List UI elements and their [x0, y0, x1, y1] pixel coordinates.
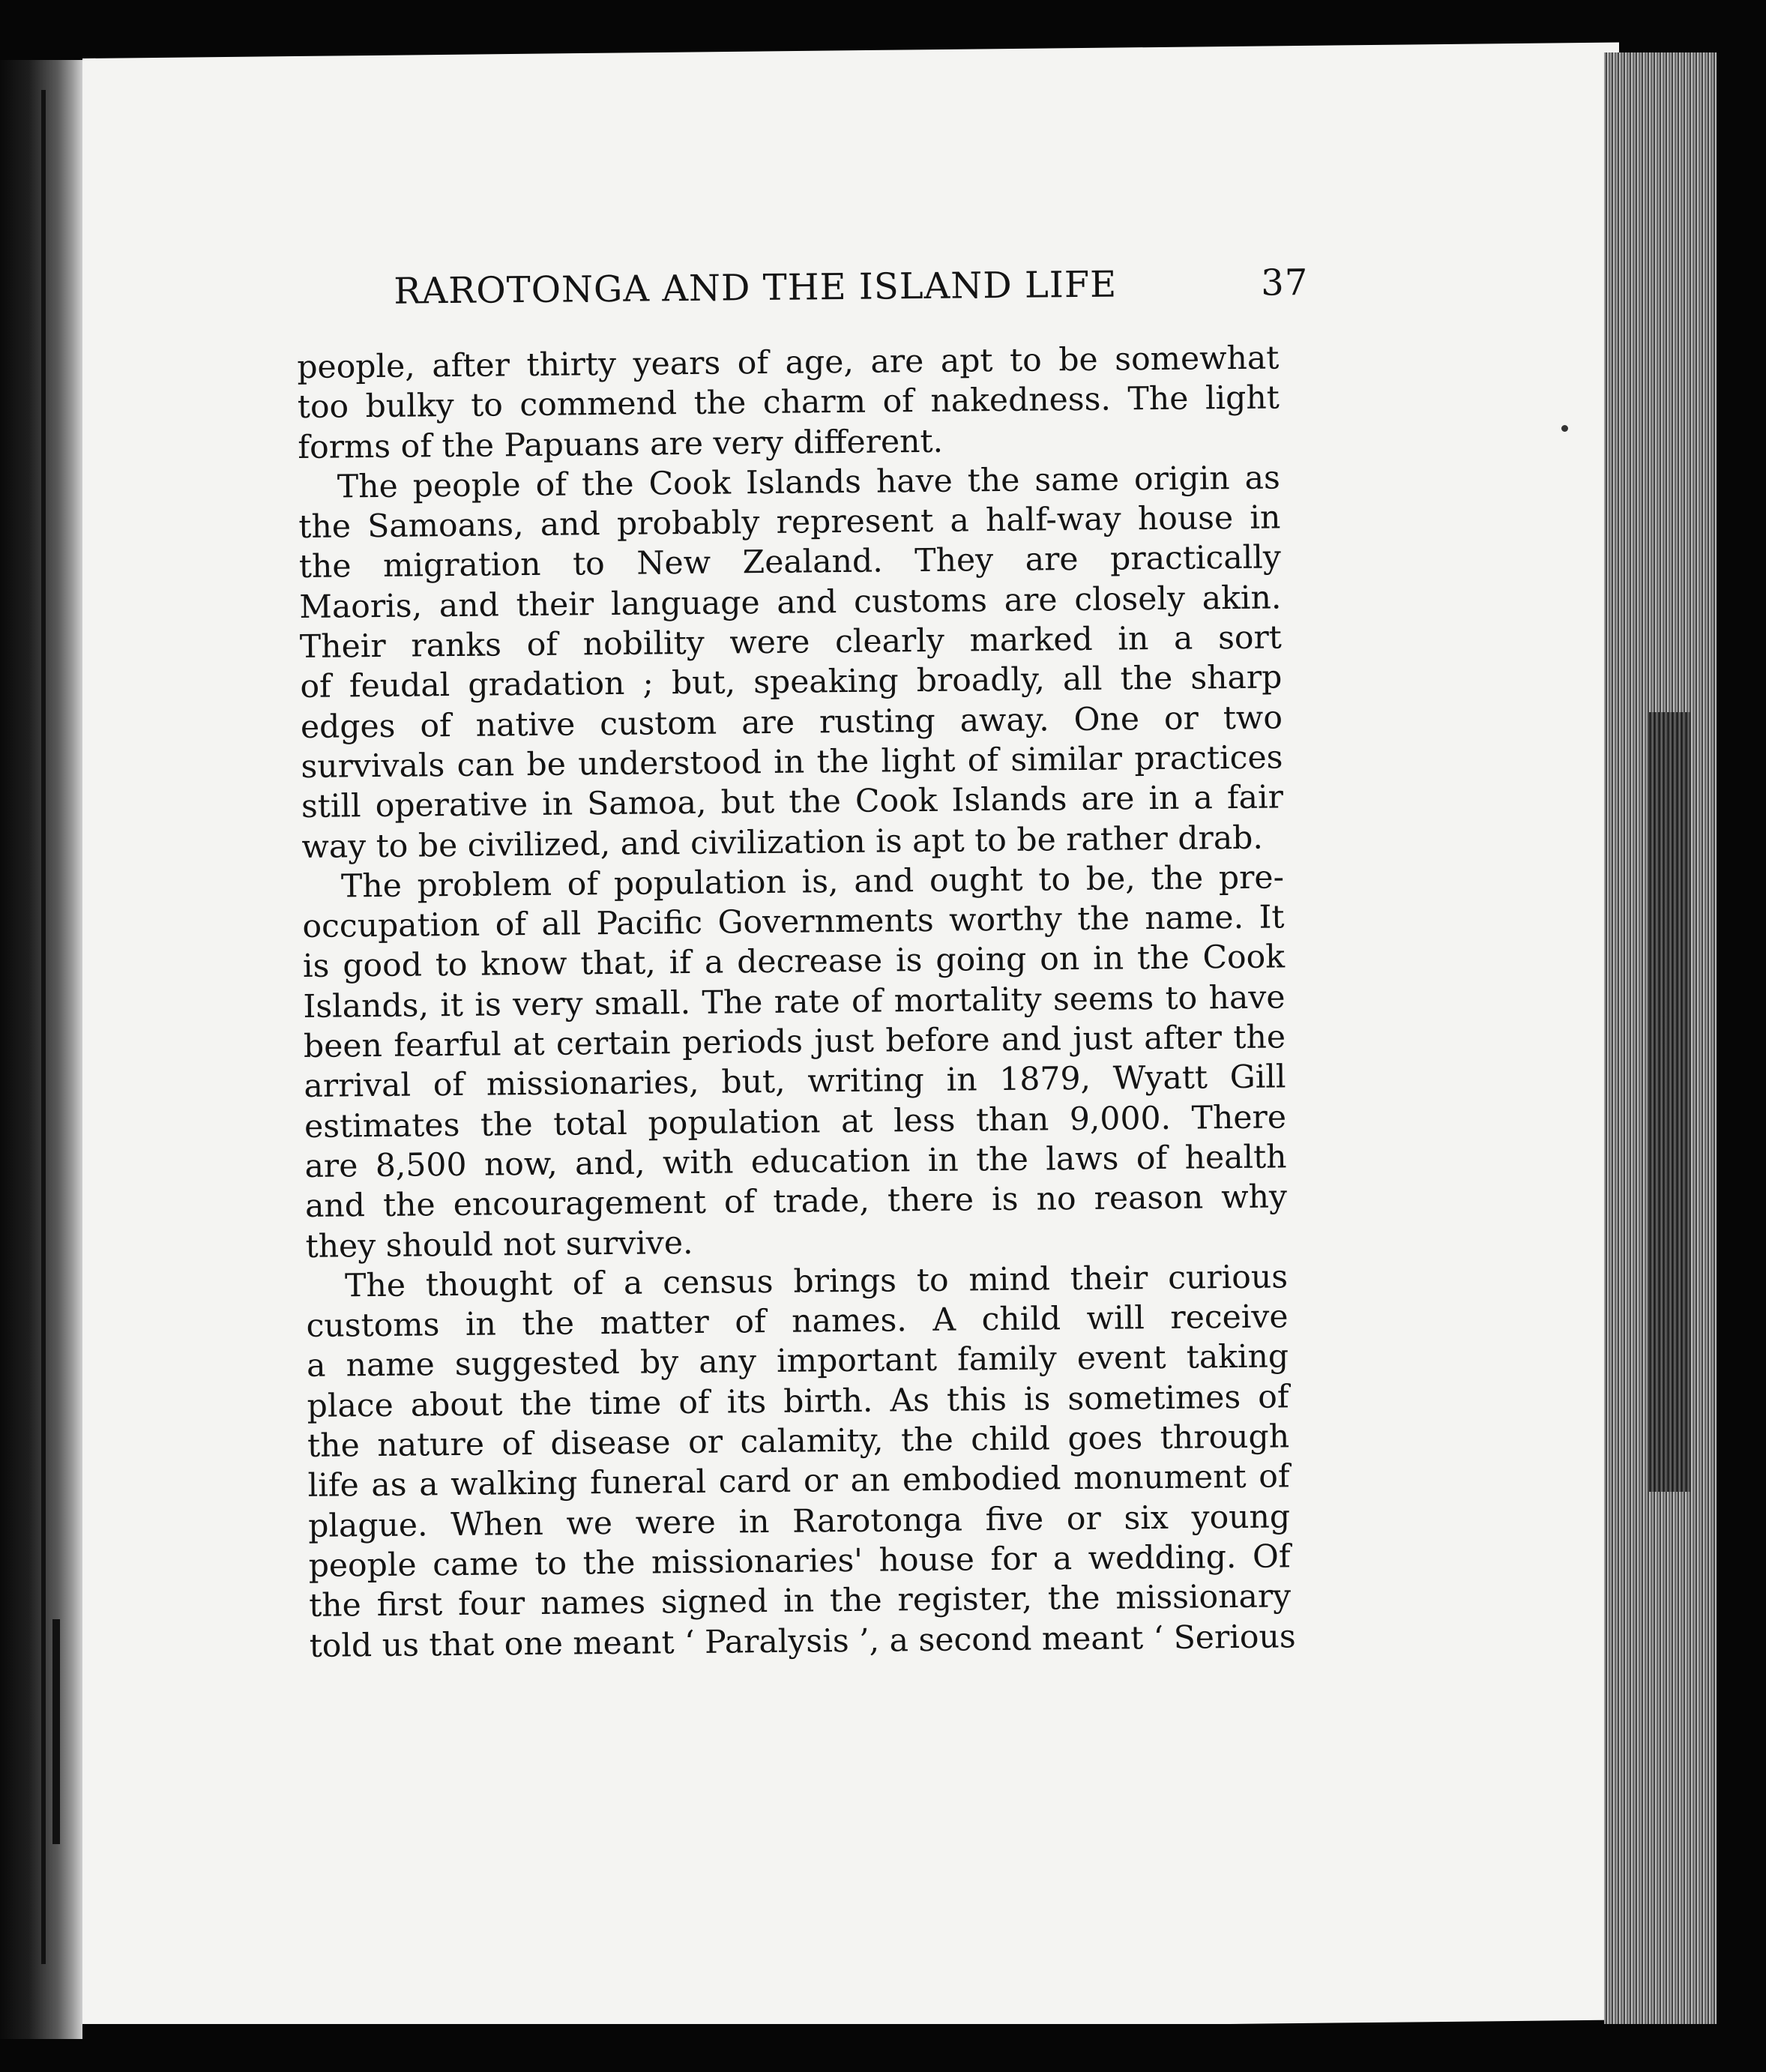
- text-line: plague. When we were in Rarotonga five or six young: [307, 1498, 1291, 1545]
- text-line: way to be civilized, and civilization is apt to be rather drab.: [301, 819, 1264, 866]
- text-line: of feudal gradation ; but, speaking broadly, all the sharp: [300, 659, 1283, 706]
- text-line: place about the time of its birth. As this is sometimes of: [307, 1379, 1289, 1425]
- paragraph-first-line: The people of the Cook Islands have the same origin as: [337, 460, 1281, 506]
- text-line: people came to the missionaries' house for a wedding. Of: [308, 1538, 1291, 1585]
- text-line: the nature of disease or calamity, the child goes through: [307, 1418, 1290, 1465]
- text-line: still operative in Samoa, but the Cook Islands are in a fair: [301, 779, 1284, 826]
- text-line: Islands, it is very small. The rate of mortality seems to have: [303, 979, 1286, 1026]
- bottom-shadow: [82, 2024, 1732, 2072]
- running-head-title: RAROTONGA AND THE ISLAND LIFE: [394, 263, 1118, 313]
- text-line: life as a walking funeral card or an embodied monument of: [307, 1458, 1290, 1505]
- page-number: 37: [1260, 262, 1309, 304]
- text-line: too bulky to commend the charm of nakedness. The light: [297, 379, 1280, 427]
- text-line: survivals can be understood in the light of similar practices: [301, 739, 1283, 786]
- running-head: [296, 253, 1309, 322]
- text-line: edges of native custom are rusting away. One or two: [300, 699, 1283, 746]
- text-line: the first four names signed in the register, the missionary: [308, 1578, 1292, 1625]
- page-edges-stack: [1604, 52, 1717, 2062]
- text-line: told us that one meant ‘ Paralysis ’, a second meant ‘ Serious: [309, 1618, 1296, 1665]
- text-line: and the encouragement of trade, there is no reason why: [304, 1178, 1288, 1226]
- text-line: occupation of all Pacific Governments worthy the name. It: [302, 899, 1285, 946]
- text-line: been fearful at certain periods just before and just after the: [303, 1019, 1286, 1065]
- text-line: is good to know that, if a decrease is going on in the Cook: [302, 939, 1286, 986]
- text-line: the Samoans, and probably represent a half-way house in: [298, 499, 1281, 546]
- paragraph-first-line: The problem of population is, and ought to be, the pre-: [340, 859, 1285, 906]
- text-line: estimates the total population at less than 9,000. There: [304, 1099, 1287, 1145]
- page-edges-dark-band: [1649, 712, 1690, 1492]
- text-line: forms of the Papuans are very different.: [298, 423, 944, 466]
- text-line: people, after thirty years of age, are apt to be somewhat: [297, 340, 1280, 386]
- text-line: Their ranks of nobility were clearly marked in a sort: [299, 619, 1283, 666]
- paragraph-first-line: The thought of a census brings to mind their curious: [344, 1259, 1289, 1305]
- gutter-shadow-line: [52, 1619, 60, 1844]
- dust-speck: [1561, 425, 1568, 432]
- text-line: a name suggested by any important family event taking: [306, 1338, 1289, 1385]
- body-text: [297, 338, 1296, 1666]
- text-block: [296, 253, 1309, 1666]
- text-line: customs in the matter of names. A child will receive: [306, 1298, 1289, 1346]
- text-line: Maoris, and their language and customs are closely akin.: [299, 579, 1282, 626]
- book-binding-gutter: [0, 60, 82, 2039]
- gutter-shadow-line: [41, 90, 46, 1964]
- text-line: are 8,500 now, and, with education in the laws of health: [304, 1139, 1287, 1185]
- text-line: the migration to New Zealand. They are practically: [298, 539, 1282, 586]
- text-line: they should not survive.: [305, 1224, 693, 1265]
- text-line: arrival of missionaries, but, writing in 1879, Wyatt Gill: [304, 1058, 1286, 1106]
